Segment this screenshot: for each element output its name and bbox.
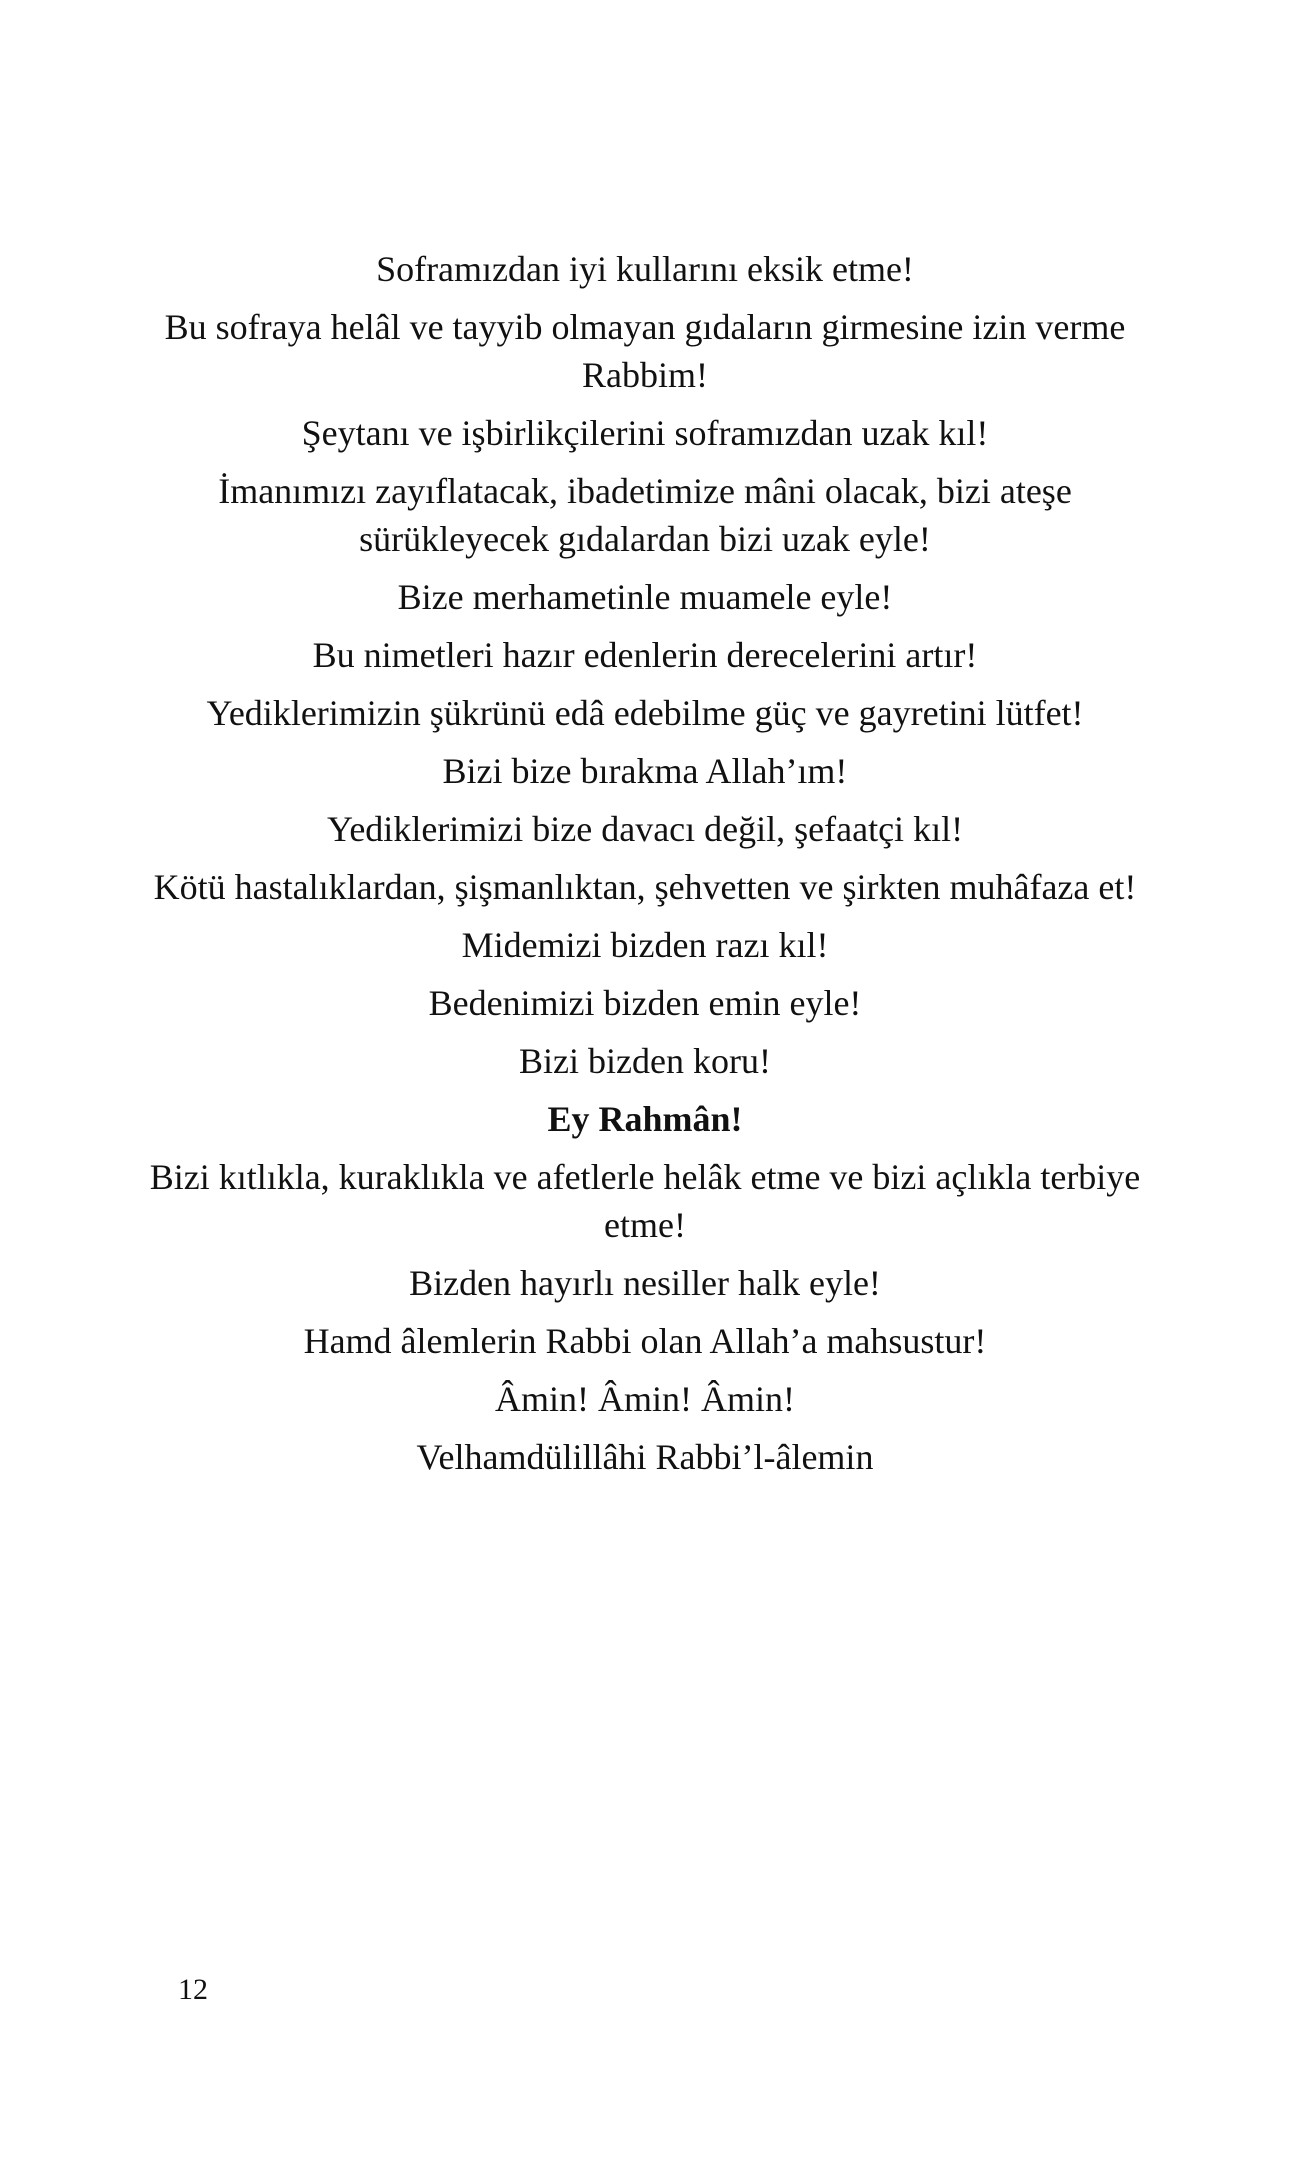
prayer-line: Âmin! Âmin! Âmin! bbox=[495, 1379, 795, 1419]
prayer-line: Bu nimetleri hazır edenlerin derecelerini artır! bbox=[312, 635, 978, 675]
prayer-line: Yediklerimizi bize davacı değil, şefaatçi kıl! bbox=[326, 809, 964, 849]
prayer-line: Kötü hastalıklardan, şişmanlıktan, şehvetten ve şirkten muhâfaza et! bbox=[153, 867, 1137, 907]
prayer-line: Yediklerimizin şükrünü edâ edebilme güç ve gayretini lütfet! bbox=[206, 693, 1084, 733]
prayer-line: Midemizi bizden razı kıl! bbox=[461, 925, 829, 965]
prayer-line: Bizi kıtlıkla, kuraklıkla ve afetlerle helâk etme ve bizi açlıkla terbiye etme! bbox=[149, 1157, 1141, 1245]
prayer-line: Bizden hayırlı nesiller halk eyle! bbox=[409, 1263, 881, 1303]
prayer-line: İmanımızı zayıflatacak, ibadetimize mâni olacak, bizi ateşe sürükleyecek gıdalardan bizi uzak eyle! bbox=[218, 471, 1072, 559]
prayer-line: Hamd âlemlerin Rabbi olan Allah’a mahsustur! bbox=[303, 1321, 987, 1361]
prayer-line: Bize merhametinle muamele eyle! bbox=[397, 577, 893, 617]
prayer-line: Şeytanı ve işbirlikçilerini soframızdan uzak kıl! bbox=[301, 413, 989, 453]
prayer-line: Bizi bizden koru! bbox=[519, 1041, 771, 1081]
prayer-line: Soframızdan iyi kullarını eksik etme! bbox=[376, 249, 914, 289]
prayer-line: Bedenimizi bizden emin eyle! bbox=[428, 983, 862, 1023]
prayer-heading: Ey Rahmân! bbox=[547, 1099, 743, 1139]
prayer-line: Bu sofraya helâl ve tayyib olmayan gıdaların girmesine izin verme Rabbim! bbox=[164, 307, 1126, 395]
prayer-text bbox=[140, 245, 1150, 1491]
prayer-line: Bizi bize bırakma Allah’ım! bbox=[442, 751, 848, 791]
prayer-line: Velhamdülillâhi Rabbi’l-âlemin bbox=[416, 1437, 874, 1477]
page-number: 12 bbox=[178, 1973, 208, 2006]
